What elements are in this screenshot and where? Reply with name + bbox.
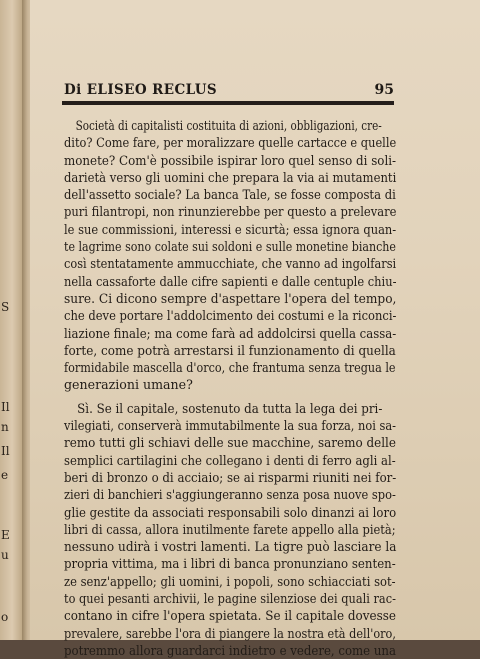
text-line: zieri di banchieri s'aggiungeranno senza posa nuove spo- xyxy=(64,487,396,503)
text-line: te lagrime sono colate sui soldoni e sulle monetine bianche xyxy=(64,239,396,255)
text-line: nella cassaforte dalle cifre sapienti e dalle centuple chiu- xyxy=(64,273,397,289)
text-line: nessuno udirà i vostri lamenti. La tigre può lasciare la xyxy=(64,539,397,555)
facing-page-fragment: Il xyxy=(1,444,10,458)
text-line: generazioni umane? xyxy=(64,377,193,393)
facing-page-edge xyxy=(0,0,22,640)
header-rule xyxy=(62,101,394,105)
text-line: vilegiati, conserverà immutabilmente la sua forza, noi sa- xyxy=(64,418,396,434)
text-line: le sue commissioni, interessi e sicurtà; essa ignora quan- xyxy=(64,221,397,237)
text-line: così stentatamente ammucchiate, che vanno ad ingolfarsi xyxy=(64,256,397,272)
text-line: puri filantropi, non rinunzierebbe per questo a prelevare xyxy=(64,204,397,220)
text-line: monete? Com'è possibile ispirar loro quel senso di soli- xyxy=(64,152,397,168)
text-line: Società di capitalisti costituita di azioni, obbligazioni, cre- xyxy=(75,118,382,133)
facing-page-fragment: E xyxy=(1,528,10,542)
text-line: dito? Come fare, per moralizzare quelle cartacce e quelle xyxy=(64,135,397,151)
facing-page-fragment: Il xyxy=(1,400,10,414)
text-line: libri di cassa, allora inutilmente farete appello alla pietà; xyxy=(64,521,396,537)
text-line: contano in cifre l'opera spietata. Se il capitale dovesse xyxy=(64,608,396,624)
text-line: che deve portare l'addolcimento dei costumi e la riconci- xyxy=(64,308,397,324)
paragraph xyxy=(64,400,396,659)
facing-page-fragment: o xyxy=(1,610,9,624)
text-line: dell'assetto sociale? La banca Tale, se fosse composta di xyxy=(64,187,396,203)
text-line: glie gestite da associati responsabili solo dinanzi ai loro xyxy=(64,504,397,520)
text-line: sure. Ci dicono sempre d'aspettare l'opera del tempo, xyxy=(64,290,397,306)
facing-page-fragment: e xyxy=(1,468,9,482)
text-line: ze senz'appello; gli uomini, i popoli, sono schiacciati sot- xyxy=(64,573,396,589)
text-line: liazione finale; ma come farà ad addolcirsi quella cassa- xyxy=(64,325,397,341)
text-line: to quei pesanti archivii, le pagine silenziose dei quali rac- xyxy=(64,591,396,607)
text-line: remo tutti gli schiavi delle sue macchine, saremo delle xyxy=(64,435,396,451)
text-line: Sì. Se il capitale, sostenuto da tutta la lega dei pri- xyxy=(77,400,383,416)
text-line: semplici cartilagini che collegano i denti di ferro agli al- xyxy=(64,452,396,468)
paragraph xyxy=(64,117,396,394)
running-header-author: Di ELISEO RECLUS xyxy=(64,82,218,98)
text-line: darietà verso gli uomini che prepara la via ai mutamenti xyxy=(64,169,397,185)
facing-page-fragment: S xyxy=(1,300,10,314)
page-number: 95 xyxy=(374,82,394,98)
text-line: formidabile mascella d'orco, che frantuma senza tregua le xyxy=(64,360,396,376)
text-line: prevalere, sarebbe l'ora di piangere la nostra età dell'oro, xyxy=(64,625,396,641)
facing-page-fragment: u xyxy=(1,548,9,562)
text-line: forte, come potrà arrestarsi il funzionamento di quella xyxy=(64,342,396,358)
running-header xyxy=(58,82,394,102)
text-line: beri di bronzo o di acciaio; se ai risparmi riuniti nei for- xyxy=(64,469,397,485)
text-line: propria vittima, ma i libri di banca pronunziano senten- xyxy=(64,556,396,572)
body-text xyxy=(64,117,396,659)
text-line: potremmo allora guardarci indietro e vedere, come una xyxy=(64,642,397,658)
facing-page-fragment: n xyxy=(1,420,9,434)
